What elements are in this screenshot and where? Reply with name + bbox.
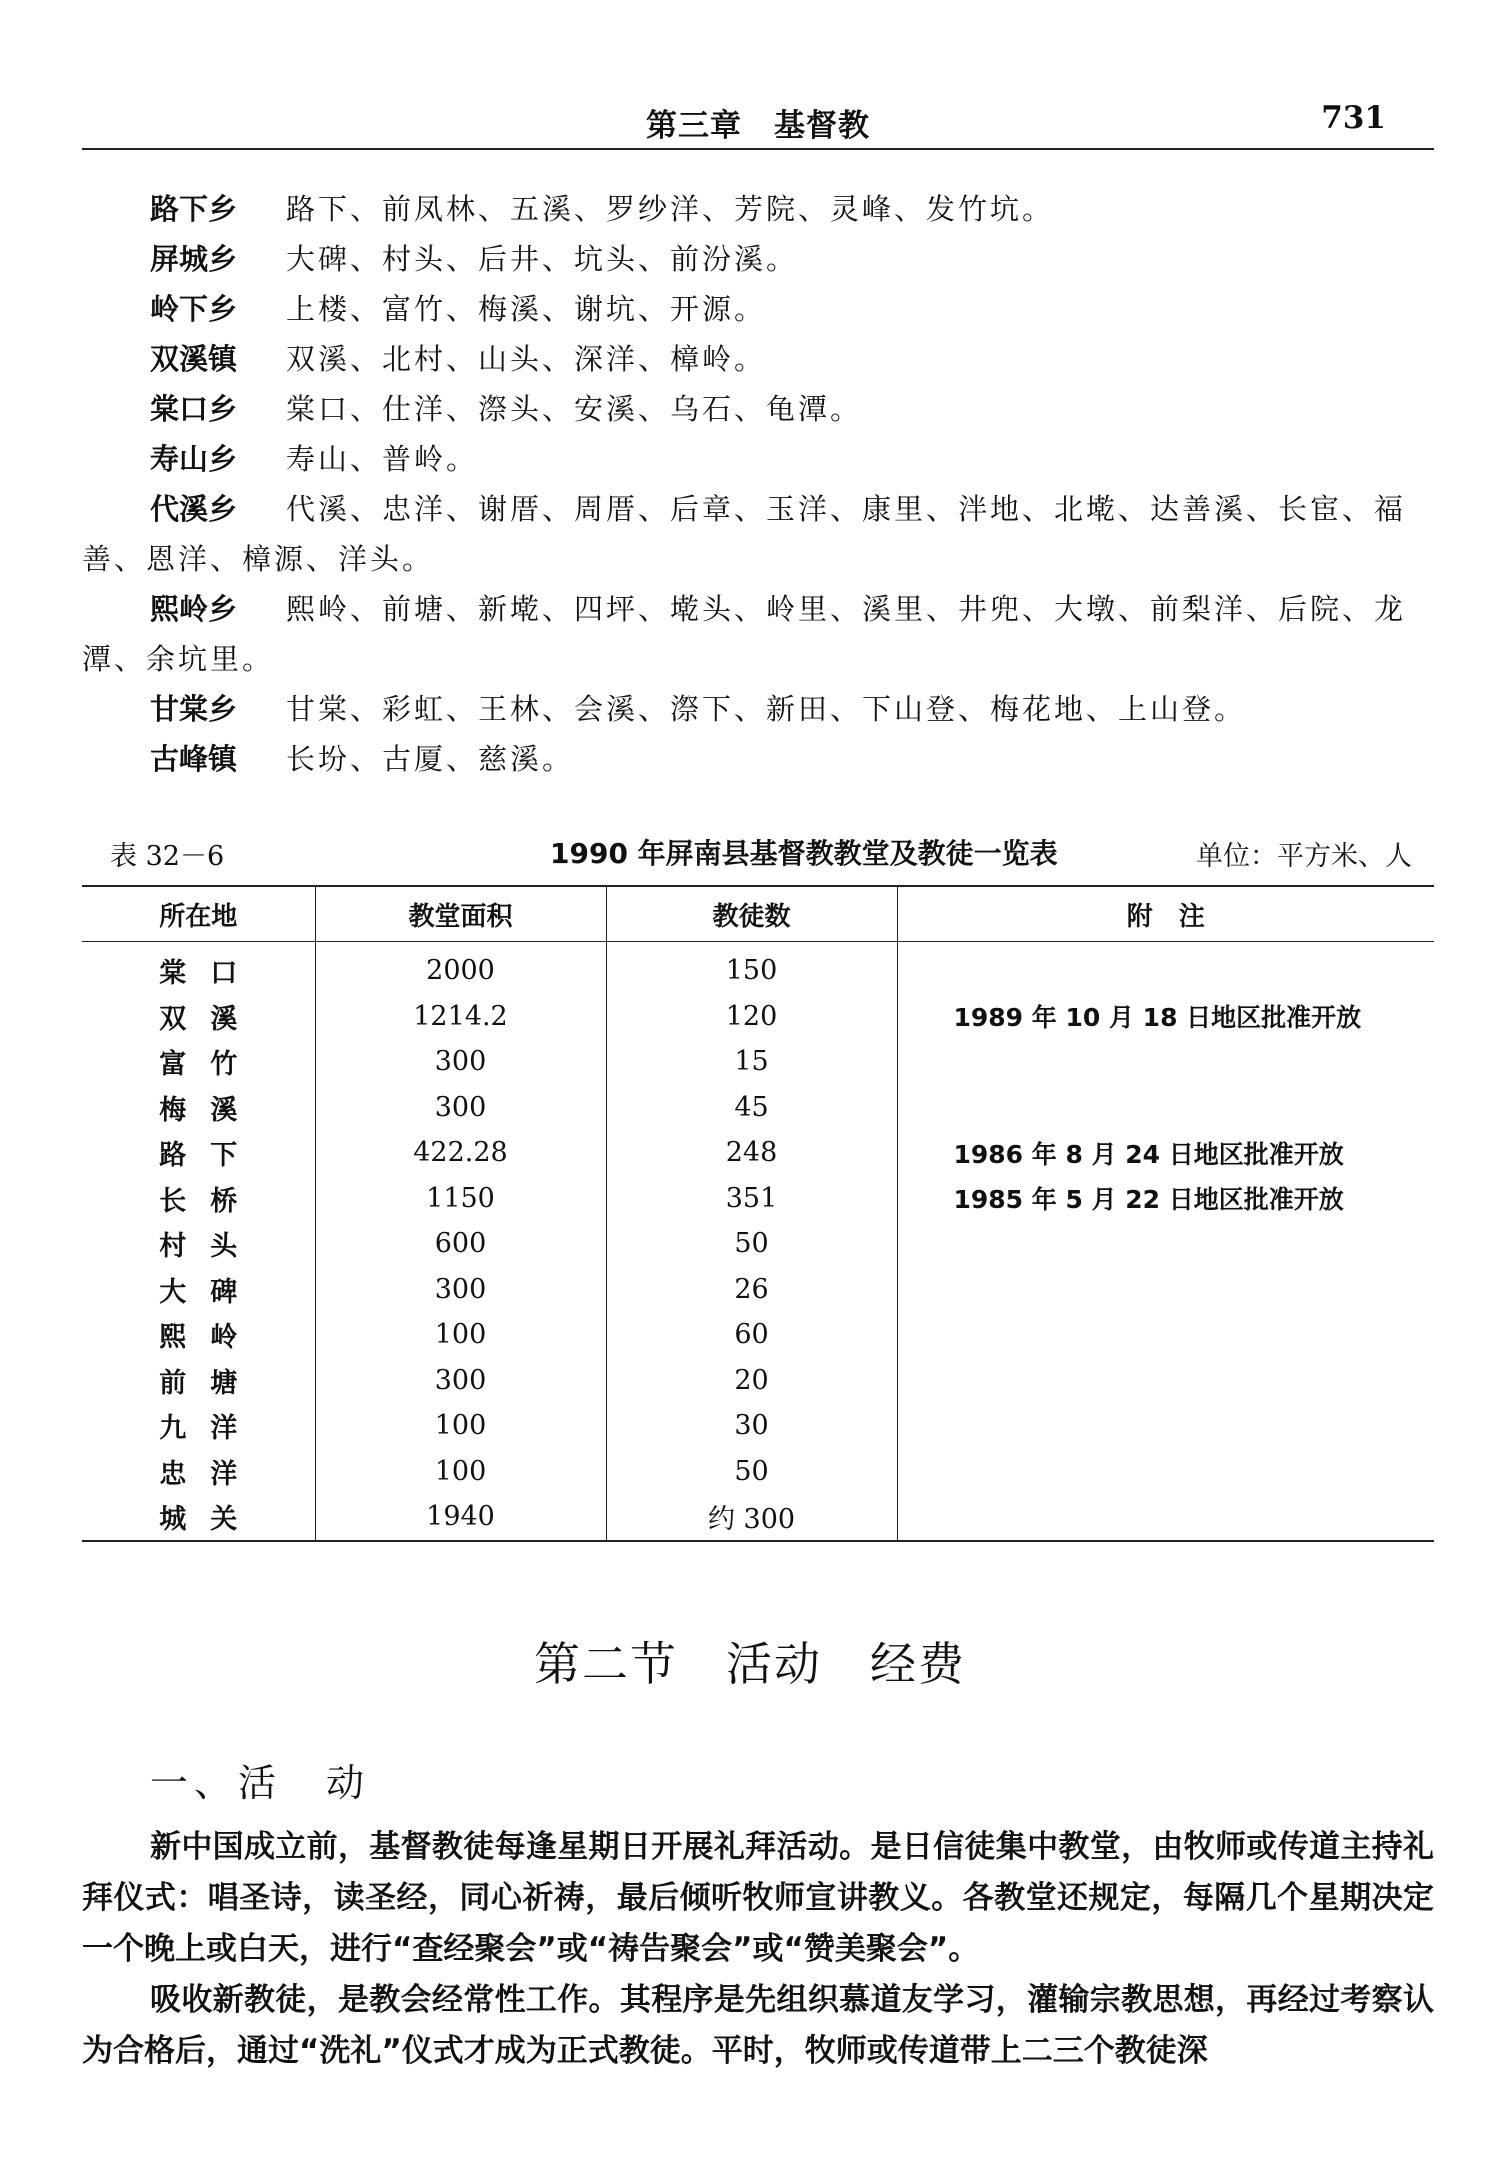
- cell-note: 1986 年 8 月 24 日地区批准开放: [897, 1130, 1434, 1176]
- village-names: 棠口、仕洋、漈头、安溪、乌石、龟潭。: [286, 392, 863, 426]
- table-row: [82, 1312, 1434, 1358]
- table-unit: 单位：平方米、人: [1196, 841, 1412, 872]
- cell-area: 1940: [315, 1494, 606, 1541]
- cell-area: 100: [315, 1449, 606, 1495]
- cell-members: 150: [606, 942, 897, 994]
- cell-note: [897, 1221, 1434, 1267]
- township-name: 棠口乡: [150, 392, 238, 426]
- village-entry: [82, 484, 1442, 584]
- cell-location: 大碑: [159, 1276, 262, 1308]
- cell-area: 600: [315, 1221, 606, 1267]
- cell-area: 300: [315, 1039, 606, 1085]
- table-row: [82, 1221, 1434, 1267]
- cell-members: 351: [606, 1176, 897, 1222]
- cell-members: 30: [606, 1403, 897, 1449]
- cell-members: 248: [606, 1130, 897, 1176]
- township-name: 双溪镇: [150, 342, 238, 376]
- village-names: 上楼、富竹、梅溪、谢坑、开源。: [286, 292, 767, 326]
- cell-members: 50: [606, 1221, 897, 1267]
- township-name: 岭下乡: [150, 292, 238, 326]
- cell-members: 50: [606, 1449, 897, 1495]
- table-row: [82, 1403, 1434, 1449]
- township-name: 熙岭乡: [150, 592, 238, 626]
- village-entry: [82, 184, 1442, 234]
- column-header-location: 所在地: [82, 886, 315, 942]
- table-row: [82, 1039, 1434, 1085]
- village-entry: [82, 284, 1442, 334]
- paragraph: 新中国成立前，基督教徒每逢星期日开展礼拜活动。是日信徒集中教堂，由牧师或传道主持礼拜仪式：唱圣诗，读圣经，同心祈祷，最后倾听牧师宣讲教义。各教堂还规定，每隔几个星期决定一个晚上或白天，进行“查经聚会”或“祷告聚会”或“赞美聚会”。: [82, 1829, 1434, 1967]
- cell-members: 45: [606, 1085, 897, 1131]
- village-entry: [82, 734, 1442, 784]
- village-names: 路下、前凤林、五溪、罗纱洋、芳院、灵峰、发竹坑。: [286, 192, 1055, 226]
- cell-note: [897, 1267, 1434, 1313]
- table-header-row: [82, 886, 1434, 942]
- cell-members: 15: [606, 1039, 897, 1085]
- cell-area: 300: [315, 1267, 606, 1313]
- table-row: [82, 994, 1434, 1040]
- running-head: 第三章 基督教: [646, 108, 870, 144]
- township-name: 寿山乡: [150, 442, 238, 476]
- village-entry: [82, 434, 1442, 484]
- cell-members: 60: [606, 1312, 897, 1358]
- cell-area: 1150: [315, 1176, 606, 1222]
- column-header-notes: 附 注: [897, 886, 1434, 942]
- cell-location: 路下: [159, 1140, 262, 1172]
- village-names: 双溪、北村、山头、深洋、樟岭。: [286, 342, 767, 376]
- cell-area: 100: [315, 1403, 606, 1449]
- cell-members: 26: [606, 1267, 897, 1313]
- cell-members: 约 300: [606, 1494, 897, 1541]
- township-name: 古峰镇: [150, 742, 238, 776]
- column-header-members: 教徒数: [606, 886, 897, 942]
- table-row: [82, 1449, 1434, 1495]
- body-text: [82, 1822, 1434, 2077]
- cell-note: [897, 1312, 1434, 1358]
- cell-location: 双溪: [159, 1003, 262, 1035]
- cell-area: 300: [315, 1358, 606, 1404]
- cell-location: 富竹: [159, 1049, 262, 1081]
- table-row: [82, 1494, 1434, 1541]
- cell-note: [897, 1039, 1434, 1085]
- paragraph: 吸收新教徒，是教会经常性工作。其程序是先组织慕道友学习，灌输宗教思想，再经过考察认为合格后，通过“洗礼”仪式才成为正式教徒。平时，牧师或传道带上二三个教徒深: [82, 1982, 1434, 2069]
- township-name: 甘棠乡: [150, 692, 238, 726]
- village-list: [82, 184, 1442, 784]
- village-names: 熙岭、前塘、新墘、四坪、墘头、岭里、溪里、井兜、大墩、前梨洋、后院、龙潭、余坑里。: [82, 592, 1407, 676]
- cell-location: 村头: [159, 1231, 262, 1263]
- cell-note: [897, 1449, 1434, 1495]
- cell-location: 忠洋: [159, 1458, 262, 1490]
- cell-location: 梅溪: [159, 1094, 262, 1126]
- village-entry: [82, 234, 1442, 284]
- table-row: [82, 1358, 1434, 1404]
- church-table: [82, 885, 1434, 1542]
- cell-note: [897, 1403, 1434, 1449]
- cell-members: 120: [606, 994, 897, 1040]
- cell-note: 1985 年 5 月 22 日地区批准开放: [897, 1176, 1434, 1222]
- cell-area: 300: [315, 1085, 606, 1131]
- cell-area: 100: [315, 1312, 606, 1358]
- section-title: 第二节 活动 经费: [534, 1637, 966, 1691]
- column-header-area: 教堂面积: [315, 886, 606, 942]
- cell-location: 前塘: [159, 1367, 262, 1399]
- village-names: 寿山、普岭。: [286, 442, 479, 476]
- village-entry: [82, 584, 1442, 684]
- cell-note: [897, 1358, 1434, 1404]
- table-row: [82, 1176, 1434, 1222]
- village-entry: [82, 384, 1442, 434]
- cell-note: [897, 942, 1434, 994]
- cell-location: 城关: [159, 1504, 262, 1536]
- village-names: 代溪、忠洋、谢厝、周厝、后章、玉洋、康里、泮地、北墘、达善溪、长宦、福善、恩洋、樟源、洋头。: [82, 492, 1407, 576]
- village-names: 甘棠、彩虹、王林、会溪、漈下、新田、下山登、梅花地、上山登。: [286, 692, 1247, 726]
- cell-area: 422.28: [315, 1130, 606, 1176]
- page-number: 731: [1321, 100, 1386, 136]
- cell-location: 棠口: [159, 958, 262, 990]
- township-name: 屏城乡: [150, 242, 238, 276]
- cell-note: [897, 1494, 1434, 1541]
- village-names: 大碑、村头、后井、坑头、前汾溪。: [286, 242, 799, 276]
- table-row: [82, 1267, 1434, 1313]
- village-entry: [82, 684, 1442, 734]
- village-names: 长坋、古厦、慈溪。: [286, 742, 575, 776]
- table-row: [82, 1085, 1434, 1131]
- page-header: [82, 92, 1434, 150]
- cell-location: 熙岭: [159, 1322, 262, 1354]
- cell-area: 1214.2: [315, 994, 606, 1040]
- township-name: 代溪乡: [150, 492, 238, 526]
- subsection-title: 一、活 动: [150, 1761, 371, 1805]
- table-row: [82, 942, 1434, 994]
- cell-area: 2000: [315, 942, 606, 994]
- township-name: 路下乡: [150, 192, 238, 226]
- table-number: 表 32－6: [110, 841, 225, 872]
- cell-location: 长桥: [159, 1185, 262, 1217]
- table-title: 1990 年屏南县基督教教堂及教徒一览表: [550, 837, 1058, 870]
- cell-note: [897, 1085, 1434, 1131]
- cell-members: 20: [606, 1358, 897, 1404]
- village-entry: [82, 334, 1442, 384]
- cell-location: 九洋: [159, 1413, 262, 1445]
- table-row: [82, 1130, 1434, 1176]
- table-caption: [82, 828, 1434, 872]
- cell-note: 1989 年 10 月 18 日地区批准开放: [897, 994, 1434, 1040]
